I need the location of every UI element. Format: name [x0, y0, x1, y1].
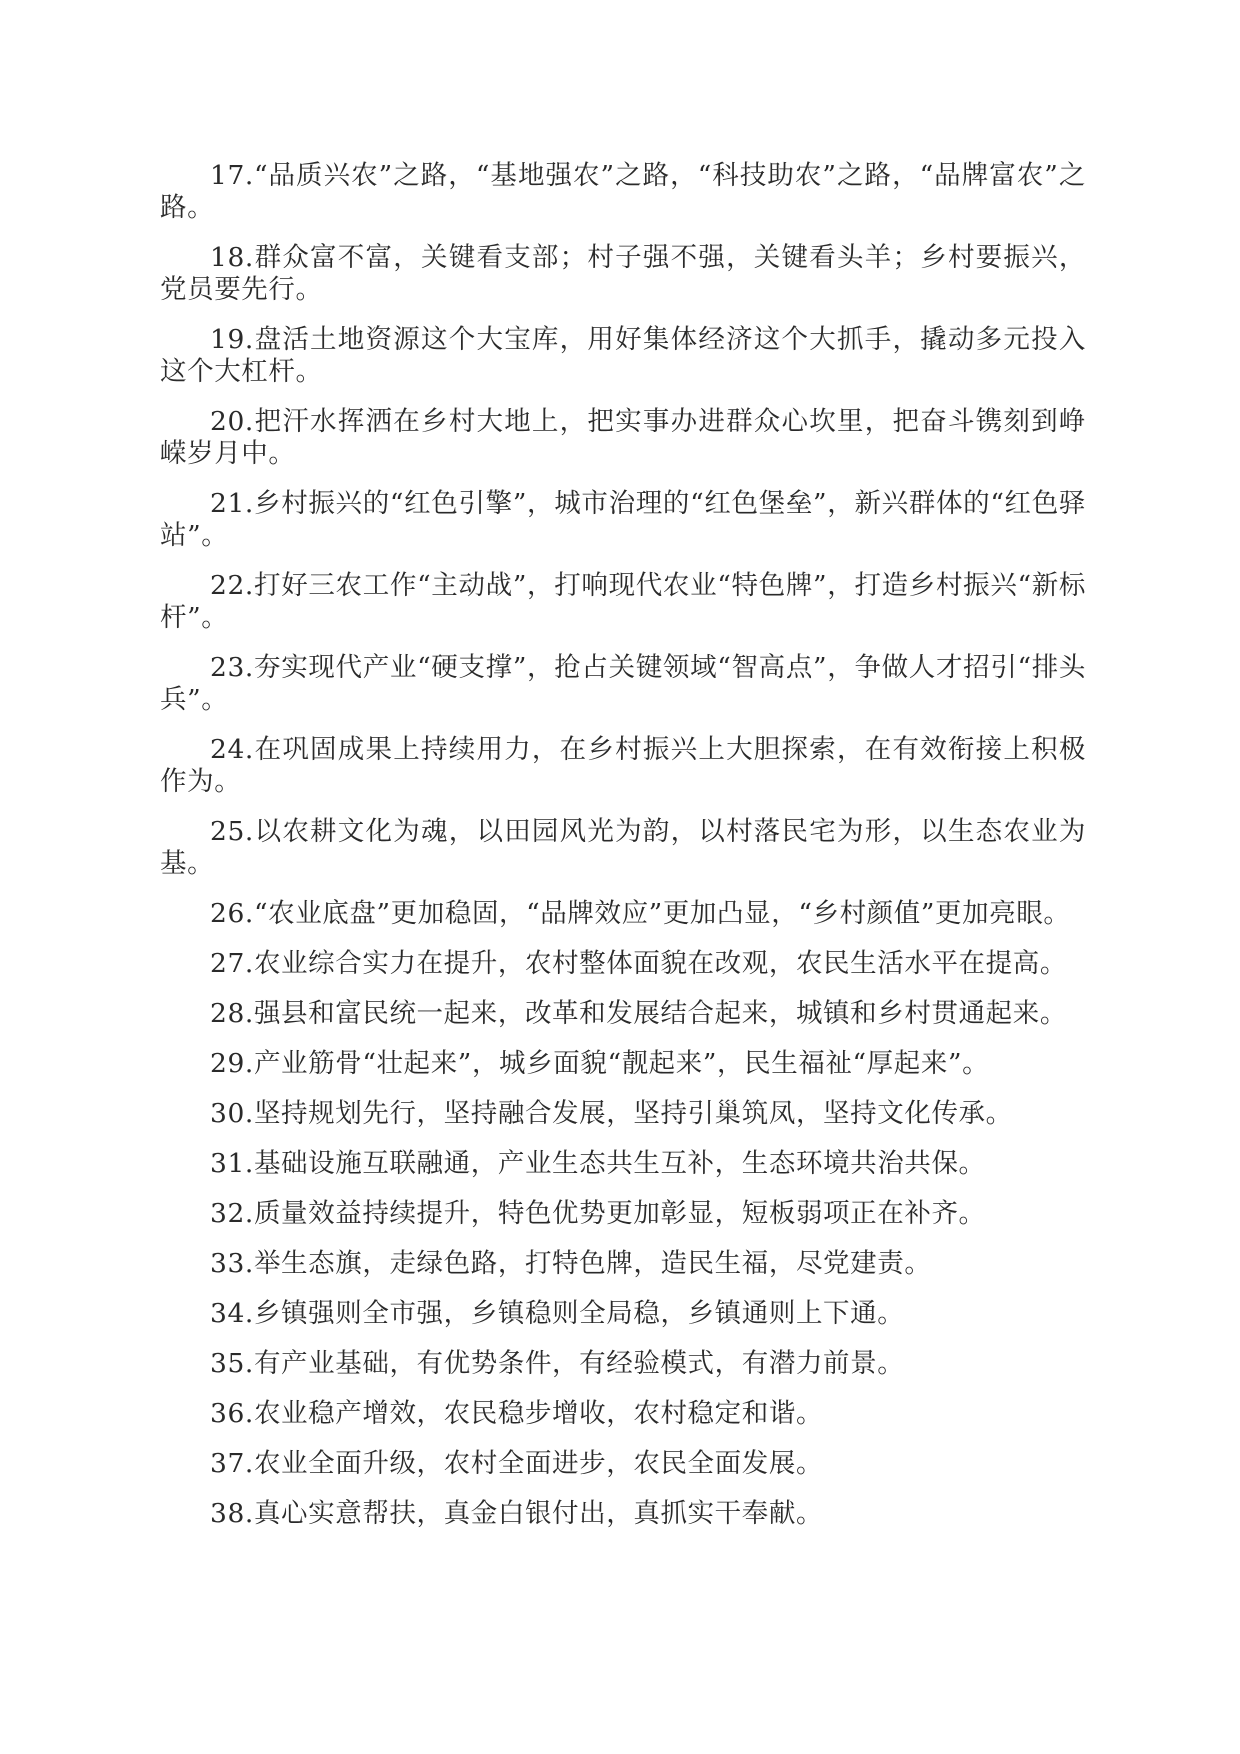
paragraph-29: 29.产业筋骨“壮起来”，城乡面貌“靓起来”，民生福祉“厚起来”。 — [210, 1048, 990, 1079]
paragraph-38: 38.真心实意帮扶，真金白银付出，真抓实干奉献。 — [210, 1498, 824, 1529]
paragraph-35: 35.有产业基础，有优势条件，有经验模式，有潜力前景。 — [210, 1348, 905, 1379]
paragraph-18: 18.群众富不富，关键看支部；村子强不强，关键看头羊；乡村要振兴，党员要先行。 — [160, 242, 1086, 305]
paragraph-32: 32.质量效益持续提升，特色优势更加彰显，短板弱项正在补齐。 — [210, 1198, 986, 1229]
paragraph-27: 27.农业综合实力在提升，农村整体面貌在改观，农民生活水平在提高。 — [210, 948, 1067, 979]
paragraph-25: 25.以农耕文化为魂，以田园风光为韵，以村落民宅为形，以生态农业为基。 — [160, 816, 1086, 879]
paragraph-21: 21.乡村振兴的“红色引擎”，城市治理的“红色堡垒”，新兴群体的“红色驿站”。 — [160, 488, 1086, 551]
paragraph-19: 19.盘活土地资源这个大宝库，用好集体经济这个大抓手，撬动多元投入这个大杠杆。 — [160, 324, 1086, 387]
paragraph-17: 17.“品质兴农”之路，“基地强农”之路，“科技助农”之路，“品牌富农”之路。 — [160, 160, 1086, 223]
paragraph-26: 26.“农业底盘”更加稳固，“品牌效应”更加凸显，“乡村颜值”更加亮眼。 — [210, 898, 1071, 929]
paragraph-31: 31.基础设施互联融通，产业生态共生互补，生态环境共治共保。 — [210, 1148, 986, 1179]
paragraph-34: 34.乡镇强则全市强，乡镇稳则全局稳，乡镇通则上下通。 — [210, 1298, 905, 1329]
paragraph-33: 33.举生态旗，走绿色路，打特色牌，造民生福，尽党建责。 — [210, 1248, 932, 1279]
paragraph-30: 30.坚持规划先行，坚持融合发展，坚持引巢筑凤，坚持文化传承。 — [210, 1098, 1013, 1129]
paragraph-23: 23.夯实现代产业“硬支撑”，抢占关键领域“智高点”，争做人才招引“排头兵”。 — [160, 652, 1086, 715]
paragraph-22: 22.打好三农工作“主动战”，打响现代农业“特色牌”，打造乡村振兴“新标杆”。 — [160, 570, 1086, 633]
paragraph-24: 24.在巩固成果上持续用力，在乡村振兴上大胆探索，在有效衔接上积极作为。 — [160, 734, 1086, 797]
paragraph-37: 37.农业全面升级，农村全面进步，农民全面发展。 — [210, 1448, 824, 1479]
document-body — [160, 160, 1086, 1548]
paragraph-28: 28.强县和富民统一起来，改革和发展结合起来，城镇和乡村贯通起来。 — [210, 998, 1067, 1029]
paragraph-36: 36.农业稳产增效，农民稳步增收，农村稳定和谐。 — [210, 1398, 824, 1429]
paragraph-20: 20.把汗水挥洒在乡村大地上，把实事办进群众心坎里，把奋斗镌刻到峥嵘岁月中。 — [160, 406, 1086, 469]
